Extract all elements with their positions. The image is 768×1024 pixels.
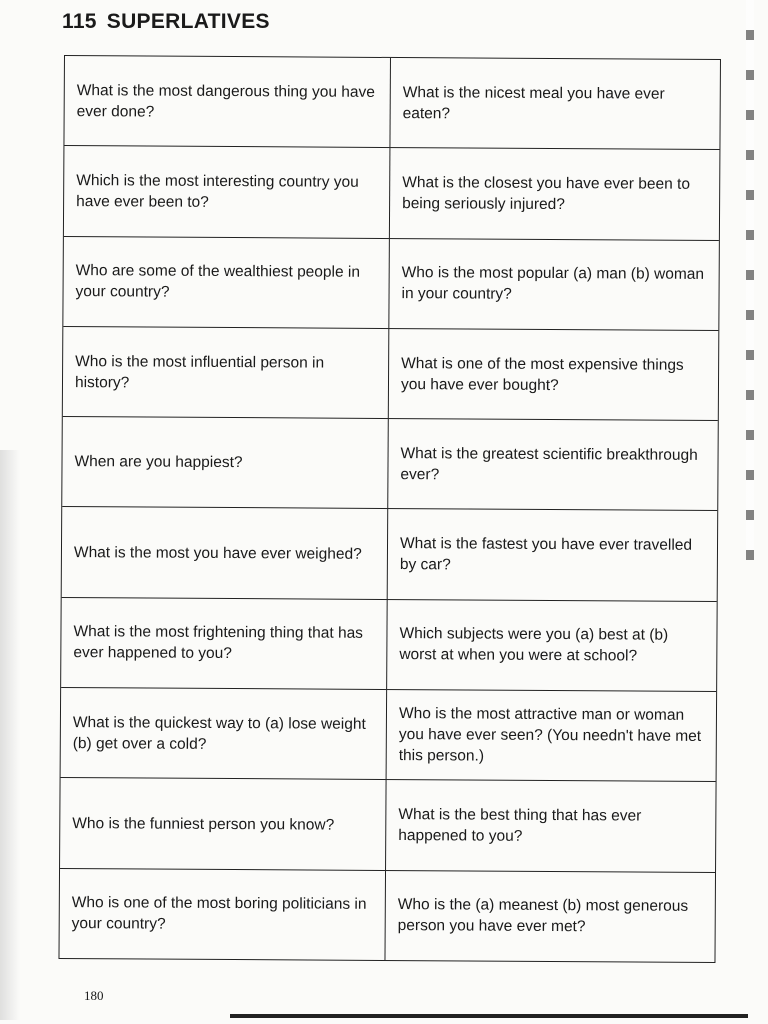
activity-title: SUPERLATIVES [106, 10, 270, 33]
question-text: Who is the most attractive man or woman you have ever seen? (You needn't have met this person.) [398, 705, 702, 765]
page-edge-line [230, 1014, 748, 1018]
question-card-right [390, 58, 720, 149]
table-row [62, 417, 718, 511]
table-row [64, 146, 720, 240]
question-card-right [390, 148, 720, 239]
question-text: What is the fastest you have ever travelled by car? [399, 535, 693, 574]
question-card-left [60, 778, 387, 869]
question-card-left [62, 507, 389, 598]
question-card-left [61, 688, 388, 779]
table-row [61, 598, 717, 692]
question-text: What is the best thing that has ever happened to you? [398, 806, 642, 845]
table-row [62, 507, 718, 601]
activity-number: 115 [62, 10, 97, 33]
question-text: Who is the funniest person you know? [72, 814, 335, 834]
question-text: What is the nicest meal you have ever eaten? [402, 83, 665, 122]
table-row [63, 237, 719, 331]
question-text: Which is the most interesting country you have ever been to? [76, 172, 359, 211]
question-card-right [389, 329, 719, 420]
question-text: What is the most you have ever weighed? [73, 543, 362, 563]
binding-edge-marks [746, 0, 754, 560]
question-text: Who is the (a) meanest (b) most generous person you have ever met? [397, 896, 689, 936]
question-card-left [62, 417, 389, 508]
question-text: Who are some of the wealthiest people in your country? [75, 262, 361, 301]
question-card-right [387, 690, 717, 781]
page-title [62, 10, 270, 34]
question-card-left [59, 869, 386, 960]
question-text: Which subjects were you (a) best at (b) worst at when you were at school? [399, 625, 669, 665]
question-card-right [386, 780, 716, 871]
question-card-right [388, 419, 718, 510]
table-row [59, 869, 715, 962]
question-text: What is the greatest scientific breakthrough ever? [400, 444, 698, 484]
question-card-left [61, 598, 388, 689]
table-row [64, 56, 720, 150]
question-card-right [389, 239, 719, 330]
question-card-right [387, 600, 717, 691]
question-text: What is the most dangerous thing you have ever done? [76, 81, 375, 121]
question-text: What is one of the most expensive things you have ever bought? [400, 354, 684, 394]
scan-shadow [0, 450, 20, 1020]
table-row [61, 688, 717, 782]
question-text: Who is the most popular (a) man (b) woman in your country? [401, 264, 705, 303]
question-text: Who is one of the most boring politicians in your country? [71, 894, 367, 933]
question-text: What is the most frightening thing that has ever happened to you? [73, 623, 364, 663]
question-text: Who is the most influential person in history? [74, 352, 325, 391]
table-row [63, 327, 719, 421]
question-text: When are you happiest? [74, 453, 243, 472]
question-text: What is the quickest way to (a) lose weight (b) get over a cold? [72, 713, 366, 753]
question-card-left [63, 237, 390, 328]
question-card-right [385, 871, 715, 962]
question-card-right [388, 509, 718, 600]
question-card-left [64, 56, 391, 147]
table-row [60, 778, 716, 872]
question-card-left [64, 146, 391, 237]
question-text: What is the closest you have ever been to being seriously injured? [402, 174, 691, 214]
question-card-left [63, 327, 390, 418]
page-number: 180 [84, 988, 104, 1003]
question-cards-table [58, 55, 721, 963]
